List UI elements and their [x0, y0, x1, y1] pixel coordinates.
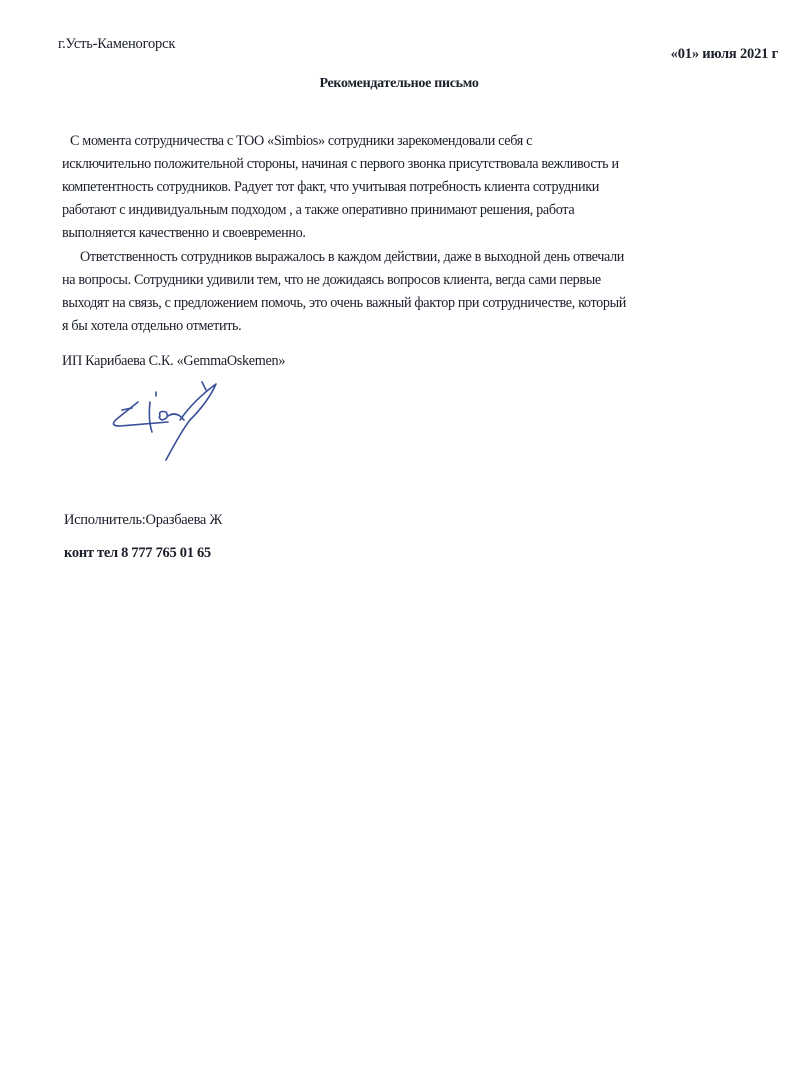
paragraph-line: С момента сотрудничества с ТОО «Simbios» сотрудники зарекомендовали себя с: [70, 133, 533, 149]
signer-name: ИП Карибаева С.К. «GemmaOskemen»: [62, 353, 286, 369]
letter-title: Рекомендательное письмо: [319, 76, 479, 91]
paragraph-2: [62, 246, 782, 338]
executor: Исполнитель:Оразбаева Ж: [64, 512, 223, 528]
contact-phone: конт тел 8 777 765 01 65: [64, 545, 211, 561]
letter-date: «01» июля 2021 г: [670, 46, 778, 62]
paragraph-line: исключительно положительной стороны, начиная с первого звонка присутствовала вежливость и: [62, 156, 619, 172]
paragraph-line: выполняется качественно и своевременно.: [62, 225, 306, 241]
paragraph-line: работают с индивидуальным подходом , а также оперативно принимают решения, работа: [62, 202, 575, 218]
paragraph-line: компетентность сотрудников. Радует тот факт, что учитывая потребность клиента сотрудники: [62, 179, 600, 195]
paragraph-line: выходят на связь, с предложением помочь, это очень важный фактор при сотрудничестве, который: [62, 295, 627, 311]
paragraph-line: на вопросы. Сотрудники удивили тем, что не дожидаясь вопросов клиента, вегда сами первые: [62, 272, 601, 288]
paragraph-line: Ответственность сотрудников выражалось в каждом действии, даже в выходной день отвечали: [80, 249, 625, 265]
city: г.Усть-Каменогорск: [58, 36, 176, 52]
paragraph-line: я бы хотела отдельно отметить.: [62, 318, 242, 334]
paragraph-1: [62, 130, 782, 245]
handwritten-signature: [98, 380, 248, 470]
